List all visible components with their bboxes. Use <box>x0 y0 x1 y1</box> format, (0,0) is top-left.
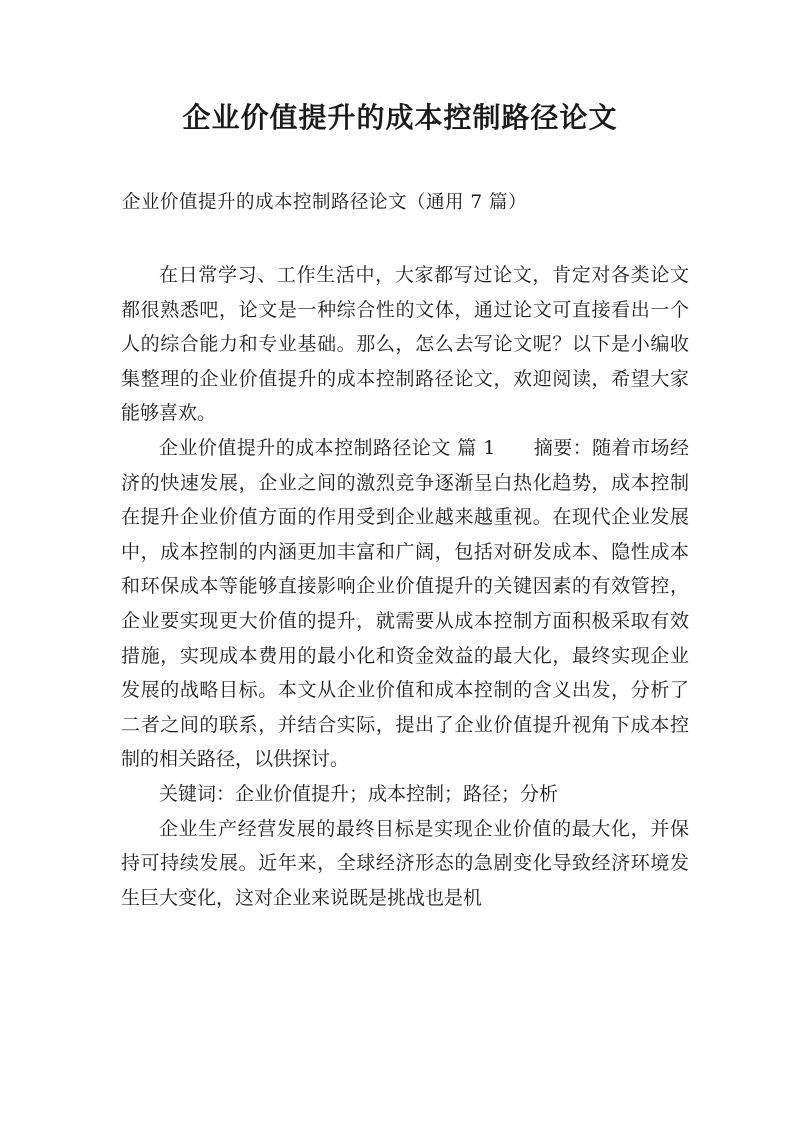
keywords-paragraph: 关键词：企业价值提升；成本控制；路径；分析 <box>159 782 559 805</box>
article-heading: 企业价值提升的成本控制路径论文 篇 1 <box>159 436 496 459</box>
abstract-text: 摘要：随着市场经济的快速发展，企业之间的激烈竞争逐渐呈白热化趋势，成本控制在提升企业价值方面的作用受到企业越来越重视。在现代企业发展中，成本控制的内涵更加丰富和广阔，包括对研发成本、隐性成本和环保成本等能够直接影响企业价值提升的关键因素的有效管控，企业要实现更大价值的提升，就需要从成本控制方面积极采取有效措施，实现成本费用的最小化和资金效益的最大化，最终实现企业发展的战略目标。本文从企业价值和成本控制的含义出发，分析了二者之间的联系，并结合实际，提出了企业价值提升视角下成本控制的相关路径，以供探讨。 <box>121 436 689 771</box>
document-body <box>121 258 689 915</box>
body-paragraph: 企业生产经营发展的最终目标是实现企业价值的最大化，并保持可持续发展。近年来，全球经济形态的急剧变化导致经济环境发生巨大变化，这对企业来说既是挑战也是机 <box>121 817 689 909</box>
document-subtitle: 企业价值提升的成本控制路径论文（通用 7 篇） <box>122 192 528 213</box>
intro-paragraph: 在日常学习、工作生活中，大家都写过论文，肯定对各类论文都很熟悉吧，论文是一种综合性的文体，通过论文可直接看出一个人的综合能力和专业基础。那么，怎么去写论文呢？以下是小编收集整理的企业价值提升的成本控制路径论文，欢迎阅读，希望大家能够喜欢。 <box>121 264 689 425</box>
article-paragraph <box>121 431 689 777</box>
document-title: 企业价值提升的成本控制路径论文 <box>182 101 618 134</box>
